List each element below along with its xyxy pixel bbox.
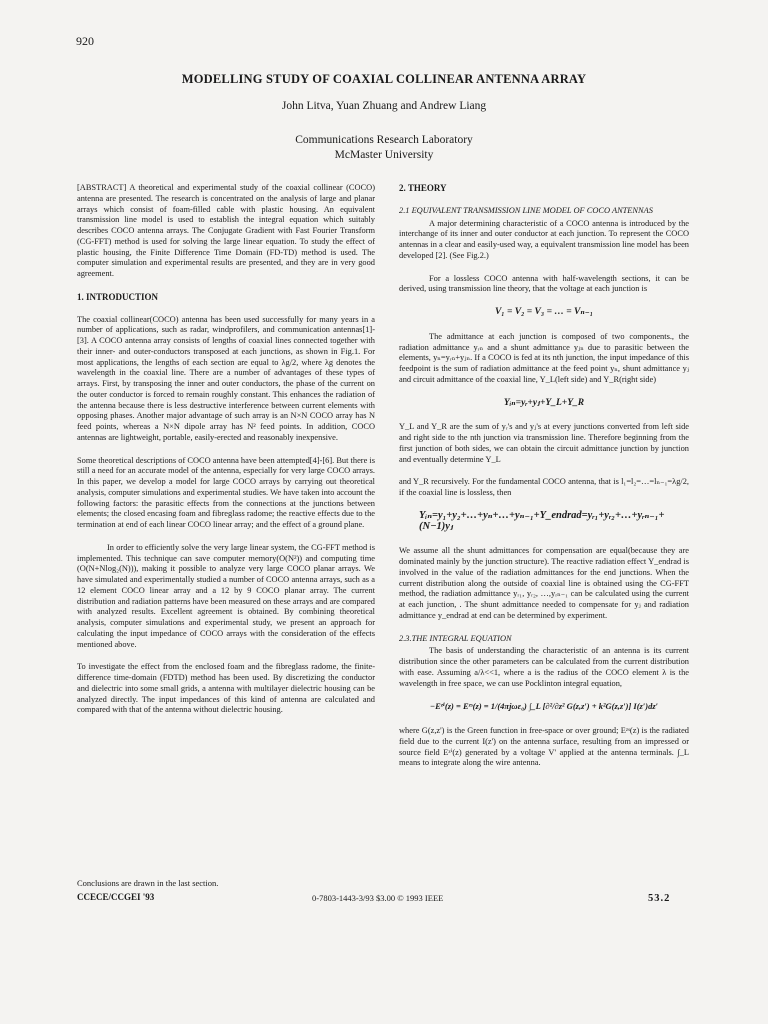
section-page-number: 53.2: [648, 893, 671, 904]
conference-name: CCECE/CCGEI '93: [77, 892, 155, 902]
theory-paragraph-7: The basis of understanding the characteristic of an antenna is its current distribution since the other parameters can be calculated from the current distribution with ease. Assuming a/λ<<1, where a is the radius of the COCO element λ is the wavelength in free space, we can use Pocklinton integral equation,: [399, 646, 689, 688]
subsection-2-3-heading: 2.3.THE INTEGRAL EQUATION: [399, 633, 512, 643]
abstract: [ABSTRACT] A theoretical and experimental study of the coaxial collinear (COCO) antenna are presented. The research is concentrated on the analysis of large and planar arrays which consist of foam-filled cable with plastic housing. An equivalent transmission line model is used to establish the integral equation which suitably describes COCO antenna arrays. The Conjugate Gradient with Fast Fourier Transform (CG-FFT) method is used for solving the large linear equation. To study the effect of plastic housing, the Finite Difference Time Domain (FD-TD) method is used. The computer simulation and experimental results are presented, and they are in very good agreement.: [77, 183, 375, 278]
affiliation: [0, 133, 768, 163]
theory-paragraph-6: We assume all the shunt admittances for compensation are equal(because they are dominated mainly by the junction structure). The reactive radiation effect Y_endrad is involved in the value of the radiation admittances for the end junctions. When the current distribution along the outside of coaxial line is obtained using the CG-FFT method, the radiation admittance yᵣ₁, yᵣ₂, …,yᵣₙ₋₁ can be calculated using the current at each junction, . The shunt admittance needed to compensate for yⱼ and radiation admittance y_endrad at end can be determined by experiment.: [399, 546, 689, 620]
theory-paragraph-3: The admittance at each junction is composed of two components., the radiation admittance yᵣₙ and a shunt admittance yⱼₙ due to parasitic between the elements, yₙ=yᵣₙ+yⱼₙ. If a COCO is fed at its nth junction, the input impedance of this feedpoint is the sum of radiation admittance at the feed point yₙ, shunt admittance yⱼ and circuit admittance of the coaxial line, Y_L(left side) and Y_R(right side): [399, 331, 689, 384]
equation-pocklington: −Eᶻⁱ(z) = Eᶻˢ(z) = 1/(4πjωε₀) ∫_L [∂²/∂z² G(z,z′) + k²G(z,z′)] I(z′)dz′: [429, 701, 659, 712]
affiliation-university: McMaster University: [334, 149, 434, 161]
intro-paragraph-2: Some theoretical descriptions of COCO antenna have been attempted[4]-[6]. But there is still a need for an accurate model of the antenna, especially for very large COCO arrays. In this paper, we develop a model for large COCO arrays by carrying out theoretical analysis, computer simulations and experimental studies. We have taken into account the following factors: the parasitic effects from the connections at the junctions between elements; the closed encasing foam and fibreglass radome; the reactive effects due to the termination at end of each linear COCO linear array; and the effect of a ground plane.: [77, 455, 375, 529]
theory-paragraph-2: For a lossless COCO antenna with half-wavelength sections, it can be derived, using transmission line theory, that the voltage at each junction is: [399, 273, 689, 294]
intro-paragraph-3: In order to efficiently solve the very large linear system, the CG-FFT method is implemented. This technique can save computer memory(O(N²)) and computing time (O(N+Nlog₂(N))), making it possible to analyze very large COCO planar arrays. We have simulated and experimentally studied a number of COCO antenna arrays, such as a 12 element COCO linear array and a 12 by 9 COCO planar array. The current distribution and radiation patterns have been measured on these arrays and are compared with analyzed results. Excellent agreement is obtained. By combining theoretical analysis, computer simulations and experimental study, we present an approach for calculating the input impedance of COCO arrays with the consideration of the effects mentioned above.: [77, 542, 375, 649]
intro-paragraph-1: The coaxial collinear(COCO) antenna has been used successfully for many years in a number of applications, such as radar, windprofilers, and communication antennas[1]-[3]. A COCO antenna array consists of lengths of coaxial lines connected together with their inner- and outer-conductors transposed at each junctions, as shown in Fig.1. For most applications, the lengths of each section are equal to λg/2, where λg denotes the wavelength in the coaxial line. There are a number of advantages of these types of arrays. First, by transposing the inner and outer conductors, the phase of the current on the outer conductor is forced to remain roughly constant. This enhances the radiation of the antenna because there is less destructive interference between current elements with opposing phases. Another major advantage of such array is an N×N COCO array has N feed points, whereas a N×N dipole array has N² feed points. In addition, COCO antennas are lightweight, portable, easily-erected and reasonably inexpensive.: [77, 314, 375, 442]
theory-paragraph-4: Y_L and Y_R are the sum of yᵣ's and yⱼ's at every junctions converted from left side and right side to the nth junction via transmission line. Therefore beginning from the first junction of both sides, we can obtain the circuit admittance junction by junction and eventually determine Y_L: [399, 422, 689, 464]
theory-heading: 2. THEORY: [399, 183, 447, 193]
left-column: [77, 183, 375, 728]
paper-title: MODELLING STUDY OF COAXIAL COLLINEAR ANTENNA ARRAY: [181, 72, 587, 86]
equation-recursive-admittance: Yᵢₙ=y₁+y₂+…+yₙ+…+yₙ₋₁+Y_endrad=yᵣ₁+yᵣ₂+…+yᵣₙ₋₁+(N−1)yⱼ: [419, 509, 665, 532]
isbn-copyright: 0-7803-1443-3/93 $3.00 © 1993 IEEE: [312, 893, 444, 903]
footer-note: Conclusions are drawn in the last section.: [77, 878, 219, 888]
right-column: [399, 183, 689, 781]
theory-paragraph-5: and Y_R recursively. For the fundamental COCO antenna, that is l₁=l₂=…=lₙ₋₁=λg/2, if the coaxial line is lossless, then: [399, 477, 689, 497]
equation-voltage: V₁ = V₂ = V₃ = … = Vₙ₋₁: [494, 307, 594, 317]
author-list: John Litva, Yuan Zhuang and Andrew Liang: [281, 100, 487, 112]
theory-paragraph-1: A major determining characteristic of a COCO antenna is introduced by the interchange of its inner and outer conductor at each junction. To represent the COCO antennas in a clear and easily-used way, a equivalent transmission line model has been developed [2]. (See Fig.2.): [399, 218, 689, 260]
affiliation-lab: Communications Research Laboratory: [295, 134, 473, 146]
page-number: 920: [76, 34, 94, 48]
subsection-2-1-heading: 2.1 EQUIVALENT TRANSMISSION LINE MODEL OF COCO ANTENNAS: [399, 205, 653, 215]
theory-paragraph-8: where G(z,z') is the Green function in free-space or over ground; Eᶻˢ(z) is the radiated field due to the current I(z') on the antenna surface, resulting from an impressed or source field Eᶻⁱ(z) generated by a voltage V' applied at the antenna terminals. ∫_L means to integrate along the wire antenna.: [399, 726, 689, 768]
intro-heading: 1. INTRODUCTION: [77, 291, 159, 302]
equation-input-admittance: Yᵢₙ=yᵣ+yⱼ+Y_L+Y_R: [503, 397, 585, 408]
intro-paragraph-4: To investigate the effect from the enclosed foam and the fibreglass radome, the finite-difference time-domain (FDTD) method has been used. By discretizing the conductor and dielectric into some small grids, a antenna with multilayer dielectric housing can be analyzed directly. The input impedances of this kind of antenna are calculated and compared with that of the antenna without dielectric housing.: [77, 662, 375, 715]
